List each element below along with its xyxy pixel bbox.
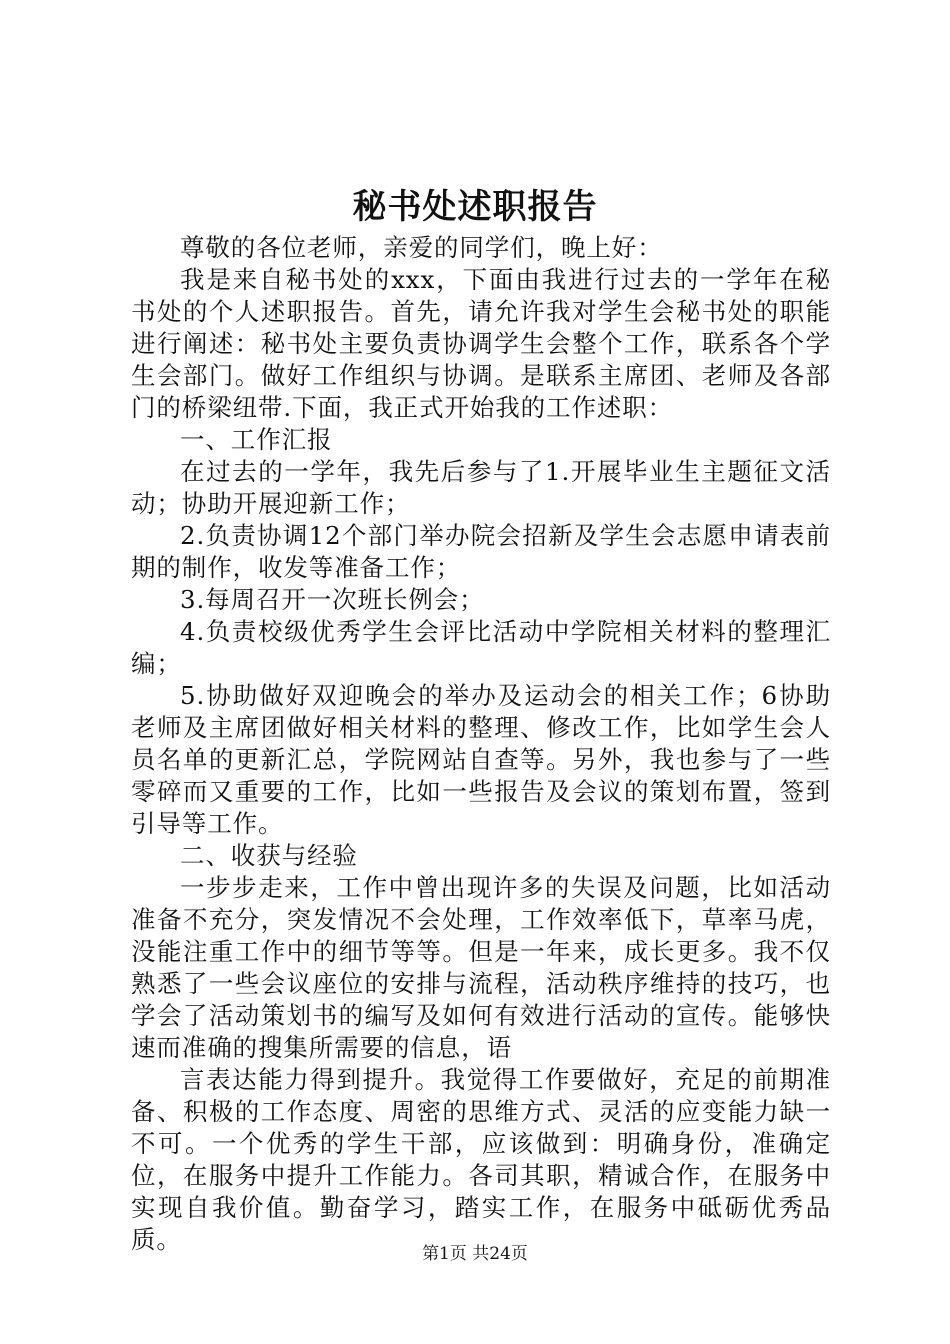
paragraph-gains-1: 一步步走来，工作中曾出现许多的失误及问题，比如活动准备不充分，突发情况不会处理，工作效率低下，草率马虎，没能注重工作中的细节等等。但是一年来，成长更多。我不仅熟悉了一些会议座位的安排与流程，活动秩序维持的技巧，也学会了活动策划书的编写及如何有效进行活动的宣传。能够快速而准确的搜集所需要的信息，语 xyxy=(131,873,831,1062)
paragraph-item-5: 5.协助做好双迎晚会的举办及运动会的相关工作；6协助老师及主席团做好相关材料的整理、修改工作，比如学生会人员名单的更新汇总，学院网站自查等。另外，我也参与了一些零碎而又重要的工作，比如一些报告及会议的策划布置，签到引导等工作。 xyxy=(131,681,831,838)
paragraph-gains-2: 言表达能力得到提升。我觉得工作要做好，充足的前期准备、积极的工作态度、周密的思维方式、灵活的应变能力缺一不可。一个优秀的学生干部，应该做到：明确身份，准确定位，在服务中提升工作能力。各司其职，精诚合作，在服务中实现自我价值。勤奋学习，踏实工作，在服务中砥砺优秀品质。 xyxy=(131,1065,831,1254)
document-title: 秘书处述职报告 xyxy=(352,187,598,227)
document-body xyxy=(131,232,831,1256)
section-heading-work-report: 一、工作汇报 xyxy=(180,425,333,454)
page-number-footer: 第1页 共24页 xyxy=(422,1244,528,1264)
paragraph-item-2: 2.负责协调12个部门举办院会招新及学生会志愿申请表前期的制作，收发等准备工作； xyxy=(131,521,831,582)
paragraph-intro: 我是来自秘书处的xxx，下面由我进行过去的一学年在秘书处的个人述职报告。首先，请允许我对学生会秘书处的职能进行阐述：秘书处主要负责协调学生会整个工作，联系各个学生会部门。做好工作组织与协调。是联系主席团、老师及各部门的桥梁纽带.下面，我正式开始我的工作述职： xyxy=(131,265,831,422)
section-heading-gains: 二、收获与经验 xyxy=(180,841,358,870)
paragraph-item-4: 4.负责校级优秀学生会评比活动中学院相关材料的整理汇编； xyxy=(131,617,831,678)
paragraph-greeting: 尊敬的各位老师，亲爱的同学们，晚上好： xyxy=(180,233,663,262)
paragraph-item-1: 在过去的一学年，我先后参与了1.开展毕业生主题征文活动；协助开展迎新工作； xyxy=(131,457,831,518)
paragraph-item-3: 3.每周召开一次班长例会； xyxy=(180,585,485,614)
